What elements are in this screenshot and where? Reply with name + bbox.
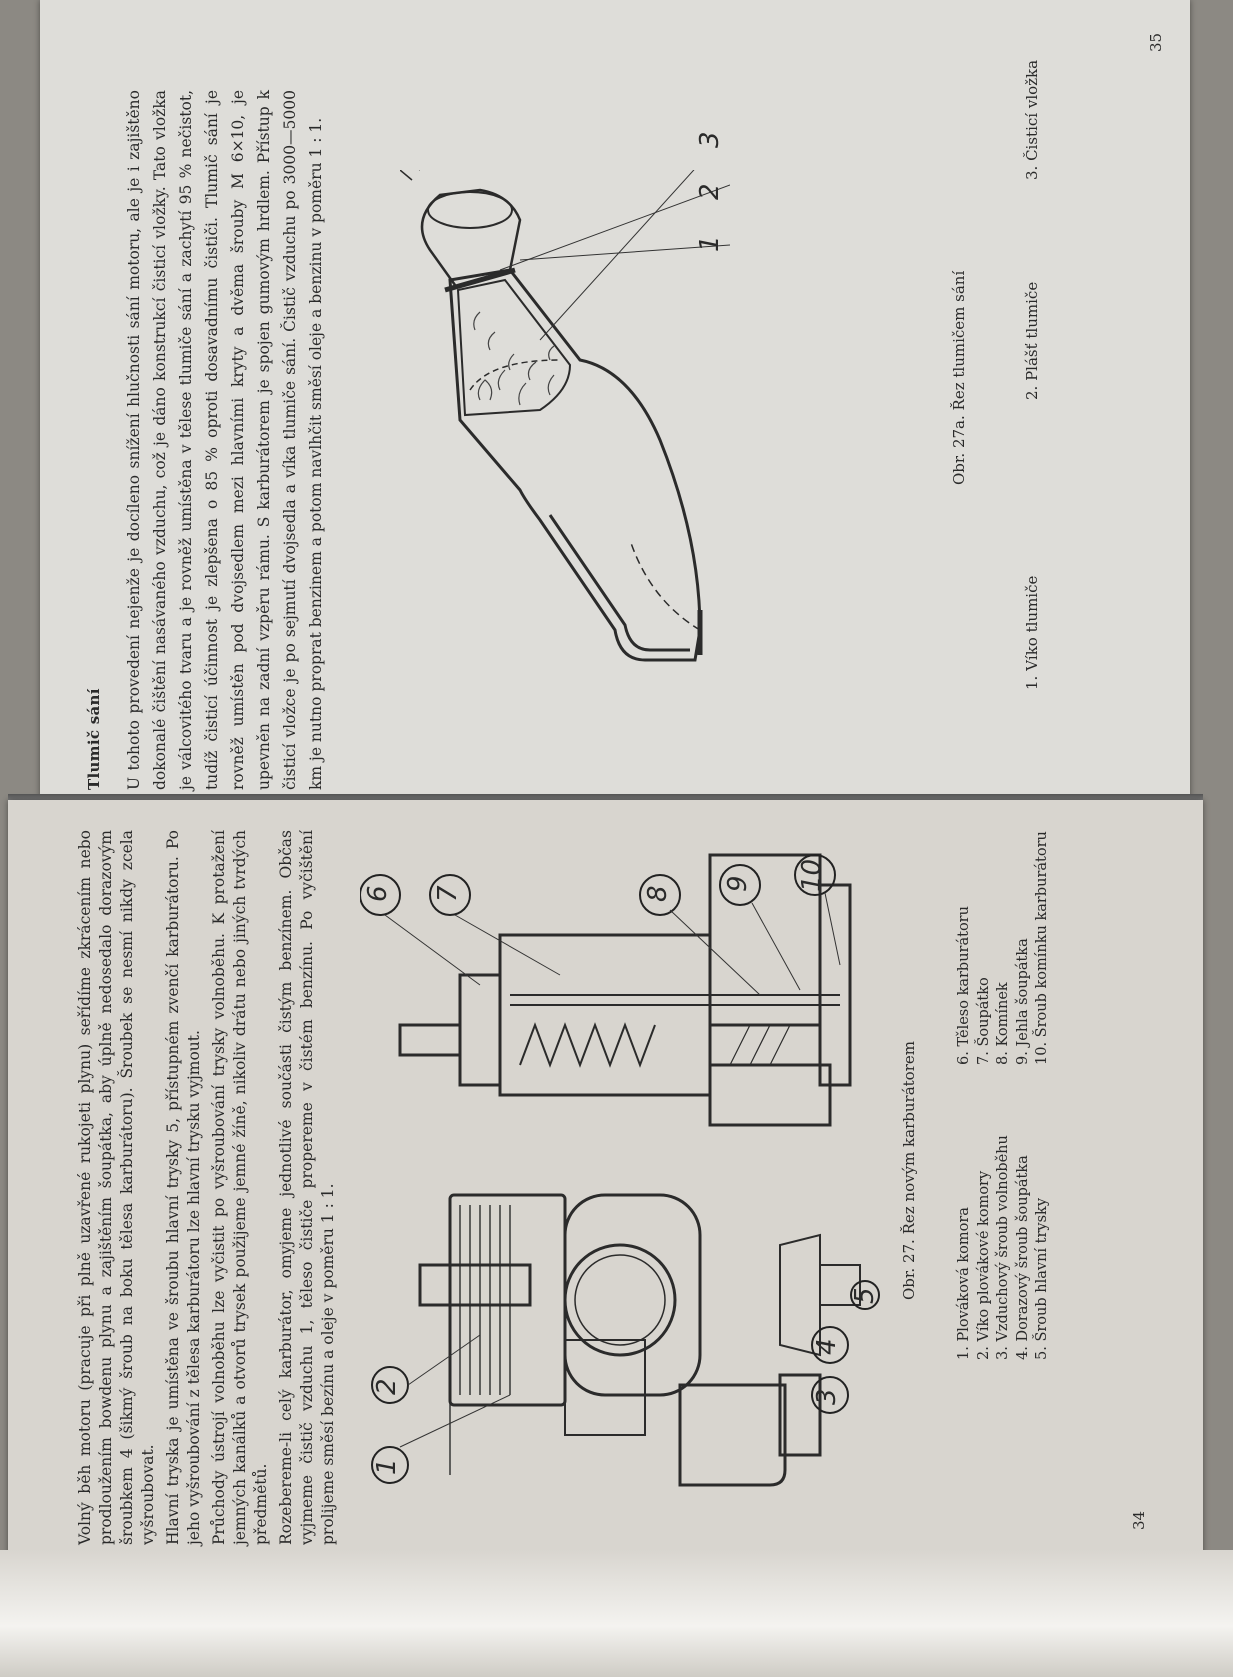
callout-number: 3: [812, 1388, 842, 1405]
legend-item: 2. Víko plovákové komory: [975, 1170, 992, 1360]
callout-number: 10: [797, 858, 827, 892]
legend-item: 9. Jehla šoupátka: [1014, 938, 1031, 1065]
legend-item: 4. Dorazový šroub šoupátka: [1014, 1155, 1031, 1360]
callout-number: 6: [363, 885, 393, 902]
legend-item: 10. Šroub komínku karburátoru: [1034, 831, 1050, 1065]
legend-item: 7. Šoupátko: [975, 977, 992, 1065]
page-number: 34: [1130, 1510, 1148, 1530]
legend-item: 3. Čisticí vložka: [1023, 59, 1041, 180]
legend-item: 6. Těleso karburátoru: [956, 906, 972, 1065]
muffler-figure: [400, 170, 730, 690]
callout-number: 3: [695, 131, 725, 148]
paragraph: Průchody ústrojí volnoběhu lze vyčistit po vyšroubování trysky volnoběhu. K protažení jemných kanálků a otvorů trysek použijeme jemné žíně, nikoliv drátu nebo jiných tvrdých předmětů.: [210, 830, 270, 1545]
paragraph: U tohoto provedení nejenže je docíleno snížení hlučnosti sání motoru, ale je i zajištěno dokonalé čištění nasávaného vzduchu, což je dáno konstrukcí čisticí vložky. Tato vložka je válcovitého tvaru a je rovněž umístěna v tělese tlumiče sání a zachytí 95 % nečistot, tudíž čisticí účinnost je zlepšena o 85 % oproti dosavadnímu čističi. Tlumič sání je rovněž umístěn pod dvojsedlem mezi hlavními kryty a dvěma šrouby M 6×10, je upevněn na zadní vzpěru rámu. S karburátorem je spojen gumovým hrdlem. Přístup k čisticí vložce je po sejmutí dvojsedla a víka tlumiče sání. Čistič vzduchu po 3000—5000 km je nutno proprat benzinem a potom navlhčit směsí oleje a benzinu v poměru 1 : 1.: [125, 90, 325, 790]
right-page-content: [65, 20, 1185, 790]
callout-number: 4: [812, 1338, 842, 1355]
legend-item: 1. Víko tlumiče: [1023, 575, 1041, 690]
callout-number: 2: [695, 183, 725, 200]
paragraph: Hlavní tryska je umístěna ve šroubu hlavní trysky 5, přístupném zvenčí karburátoru. Po jeho vyšroubování z tělesa karburátoru lze hlavní trysku vyjmout.: [164, 830, 203, 1545]
legend-item: 5. Šroub hlavní trysky: [1034, 1197, 1050, 1360]
legend-item: 8. Komínek: [995, 982, 1011, 1065]
callout-number: 5: [850, 1287, 880, 1304]
figure-caption: Obr. 27. Řez novým karburátorem: [900, 1041, 918, 1300]
paragraph: Rozebereme-li celý karburátor, omyjeme jednotlivé součásti čistým benzínem. Občas vyjmeme čistič vzduchu 1, těleso čističe propereme v čistém benzínu. Po vyčištění prolijeme směsí bezínu a oleje v poměru 1 : 1.: [277, 830, 337, 1545]
callout-number: 7: [433, 885, 463, 902]
section-heading: Tlumič sání: [85, 688, 103, 790]
legend-item: 1. Plováková komora: [956, 1207, 972, 1360]
carburetor-side-figure: [360, 1175, 880, 1545]
legend-item: 3. Vzduchový šroub volnoběhu: [995, 1135, 1011, 1360]
callout-number: 8: [643, 885, 673, 902]
callout-number: 1: [372, 1458, 402, 1475]
page-edges: [0, 1550, 1233, 1677]
paragraph: Volný běh motoru (pracuje při plně uzavřené rukojeti plynu) seřídíme zkrácením nebo prodloužením bowdenu plynu a zajištěním šoupátka, aby úplně nedosedalo dorazovým šroubkem 4 (šikmý šroub na boku tělesa karburátoru). Šroubek se nesmí nikdy zcela vyšroubovat.: [76, 830, 157, 1545]
page-number: 35: [1147, 32, 1165, 52]
figure-caption: Obr. 27a. Řez tlumičem sání: [950, 270, 968, 485]
left-page-content: [20, 815, 1180, 1545]
legend-item: 2. Plášť tlumiče: [1023, 281, 1041, 400]
callout-number: 1: [695, 235, 725, 252]
legend-list: [955, 831, 1053, 1065]
callout-number: 2: [372, 1378, 402, 1395]
callout-number: 9: [723, 875, 753, 892]
legend-list: [955, 1135, 1053, 1360]
